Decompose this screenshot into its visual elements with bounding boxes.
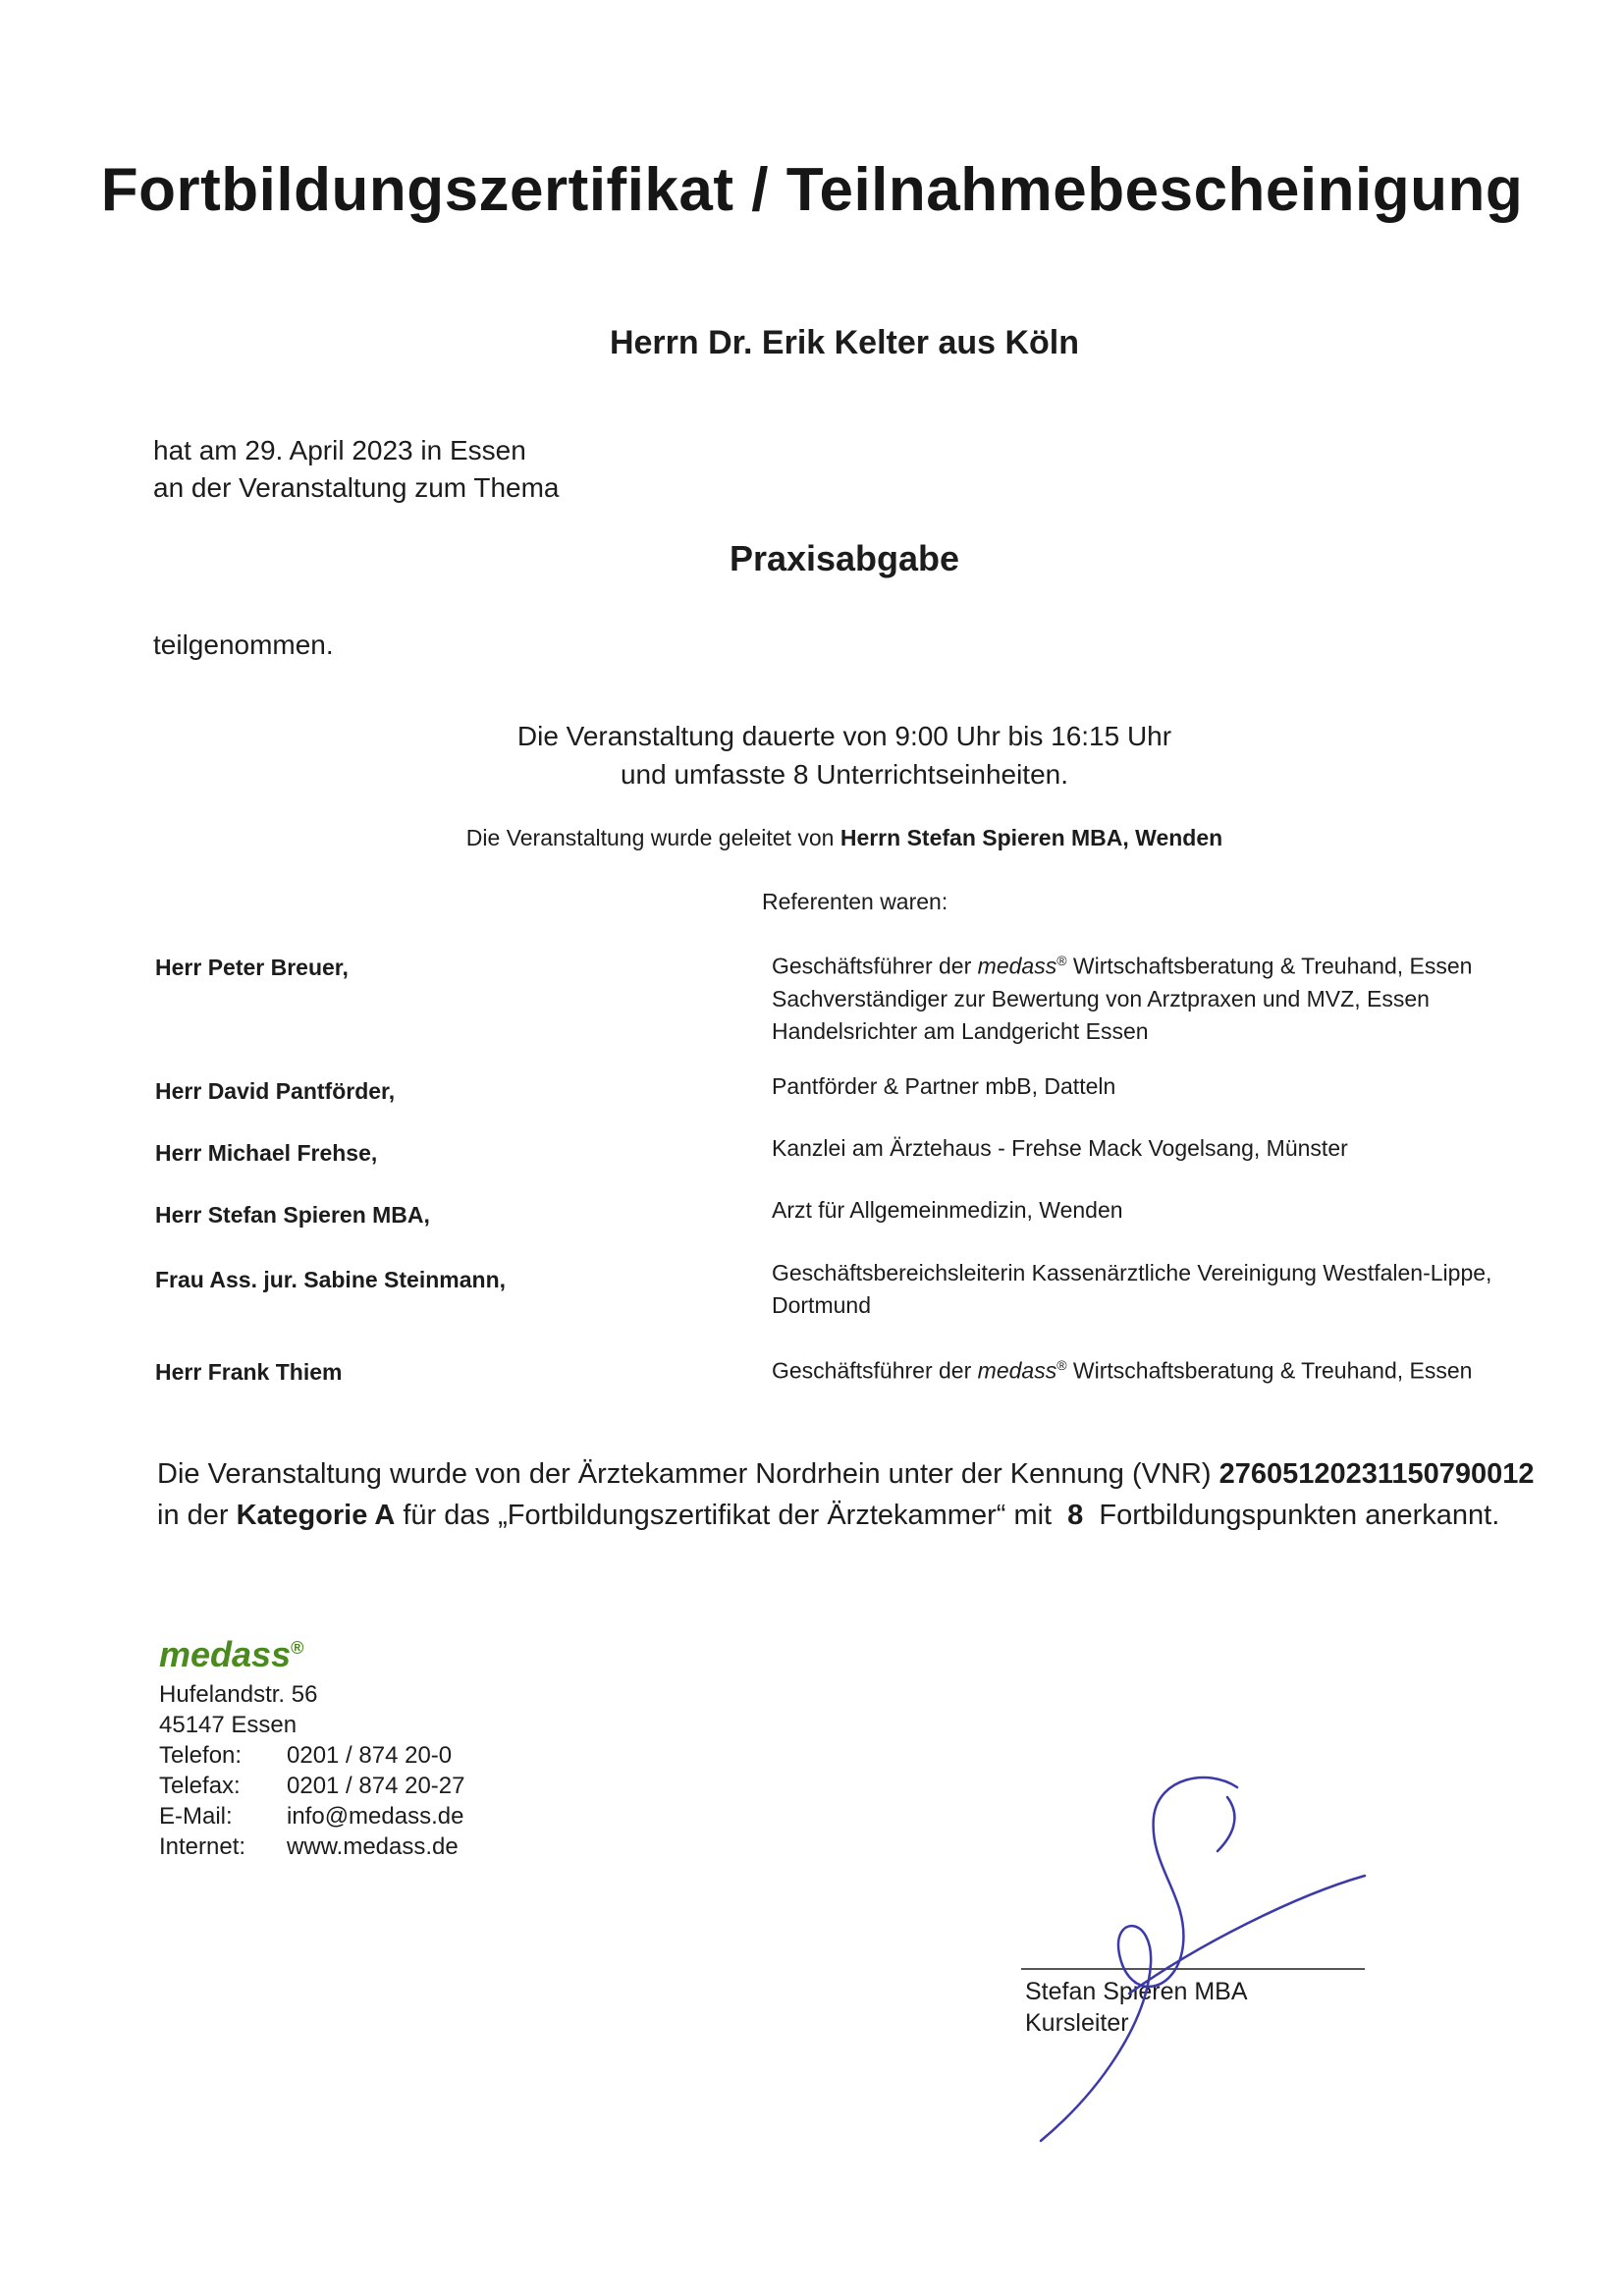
duration-line-1: Die Veranstaltung dauerte von 9:00 Uhr bis 16:15 Uhr [516, 721, 1172, 751]
company-city: 45147 Essen [159, 1712, 298, 1738]
vnr-number: 2760512023115079001​2 [1218, 1458, 1535, 1490]
speaker-role: Arzt für Allgemeinmedizin, Wenden [772, 1197, 1123, 1223]
speaker-name: Herr Stefan Spieren MBA, [155, 1202, 430, 1228]
speaker-role: Geschäftsführer der medass® Wirtschaftsberatung & Treuhand, Essen [772, 1357, 1473, 1384]
contact-fax: Telefax: 0201 / 874 20-27 [159, 1773, 465, 1799]
signatory-role: Kursleiter [1025, 2009, 1129, 2037]
contact-internet: Internet: www.medass.de [159, 1833, 459, 1860]
duration-line-2: und umfasste 8 Unterrichtseinheiten. [620, 759, 1069, 790]
speaker-role-extra: Handelsrichter am Landgericht Essen [772, 1017, 1149, 1044]
category-label: Kategorie A [236, 1500, 396, 1531]
certificate-title: Fortbildungszertifikat / Teilnahmebescheinigung [100, 156, 1524, 224]
handwritten-signature [982, 1758, 1394, 2170]
brand-name: medass [977, 953, 1057, 979]
company-street: Hufelandstr. 56 [159, 1681, 318, 1708]
speaker-name: Herr Michael Frehse, [155, 1140, 378, 1166]
speaker-role: Geschäftsbereichsleiterin Kassenärztliche Vereinigung Westfalen-Lippe, Dortmund [772, 1260, 1492, 1318]
speaker-role-extra: Sachverständiger zur Bewertung von Arztpraxen und MVZ, Essen [772, 985, 1430, 1011]
recipient-name: Herrn Dr. Erik Kelter aus Köln [609, 324, 1080, 361]
speaker-role: Geschäftsführer der medass® Wirtschaftsberatung & Treuhand, Essen Sachverständiger zur Bewertung von Arztpraxen und MVZ, Essen Handelsrichter am Landgericht Essen [772, 953, 1473, 1044]
speaker-role: Pantförder & Partner mbB, Datteln [772, 1073, 1116, 1099]
leader-line [0, 825, 1624, 851]
contact-email: E-Mail: info@medass.de [159, 1803, 464, 1830]
participated-text: teilgenommen. [153, 629, 334, 660]
speaker-name: Herr Frank Thiem [155, 1359, 343, 1385]
speakers-heading: Referenten waren: [762, 889, 948, 914]
points-value: 8 [1067, 1500, 1084, 1531]
contact-phone: Telefon: 0201 / 874 20-0 [159, 1742, 453, 1769]
brand-name: medass [977, 1357, 1057, 1384]
intro-line-1: hat am 29. April 2023 in Essen [153, 435, 526, 465]
leader-prefix: Die Veranstaltung wurde geleitet von [465, 825, 835, 850]
speaker-name: Herr Peter Breuer, [155, 955, 349, 980]
speaker-name: Frau Ass. jur. Sabine Steinmann, [155, 1267, 507, 1292]
intro-line-2: an der Veranstaltung zum Thema [153, 472, 560, 503]
company-logo: medass® [159, 1634, 304, 1674]
leader-name: Herrn Stefan Spieren MBA, Wenden [839, 825, 1223, 850]
speaker-name: Herr David Pantförder, [155, 1078, 396, 1104]
event-topic: Praxisabgabe [729, 538, 960, 578]
speaker-role: Kanzlei am Ärztehaus - Frehse Mack Vogelsang, Münster [772, 1135, 1348, 1161]
recognition-text: Die Veranstaltung wurde von der Ärztekammer Nordrhein unter der Kennung (VNR) 2760512023115079001​2 in der Kategorie A für das „Fortbildungszertifikat der Ärztekammer“ mit 8 Fortbildungspunkten anerkannt. [157, 1458, 1535, 1531]
signatory-name: Stefan Spieren MBA [1025, 1978, 1248, 2005]
